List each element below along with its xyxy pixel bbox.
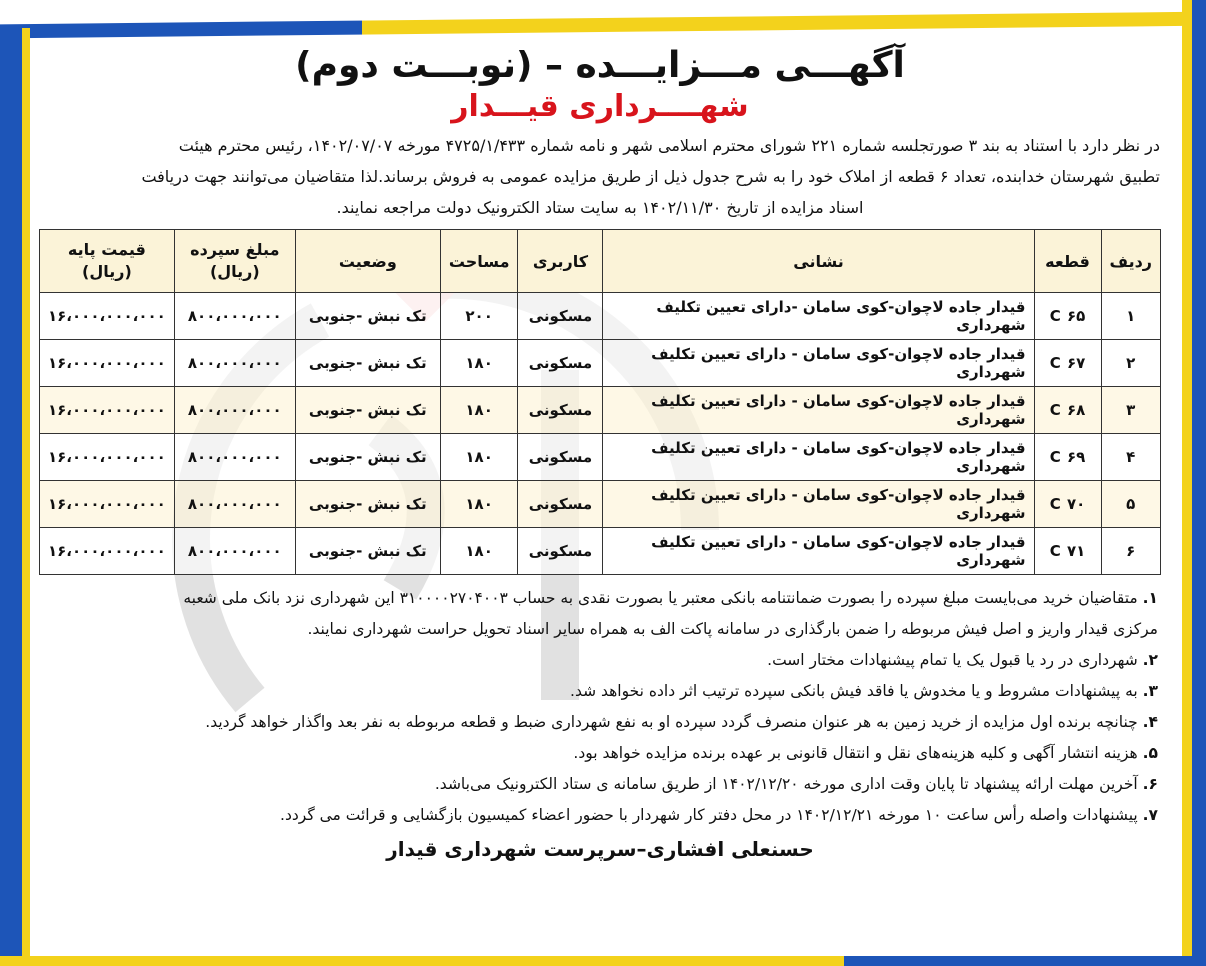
- cell-address: قیدار جاده لاچوان-کوی سامان - دارای تعیین تکلیف شهرداری: [603, 528, 1034, 575]
- condition-number: ۲.: [1142, 651, 1158, 669]
- condition-number: ۵.: [1142, 744, 1158, 762]
- cell-row: ۶: [1101, 528, 1160, 575]
- col-lot: قطعه: [1034, 230, 1101, 293]
- cell-deposit: ۸۰۰،۰۰۰،۰۰۰: [174, 528, 295, 575]
- cell-usage: مسکونی: [518, 481, 603, 528]
- cell-address: قیدار جاده لاچوان-کوی سامان - دارای تعیین تکلیف شهرداری: [603, 387, 1034, 434]
- col-base-price-unit: (ریال): [82, 262, 132, 281]
- cell-row: ۱: [1101, 293, 1160, 340]
- intro-line: اسناد مزایده از تاریخ ۱۴۰۲/۱۱/۳۰ به سایت ستاد الکترونیک دولت مراجعه نمایند.: [336, 198, 864, 217]
- condition-item: [42, 738, 1158, 769]
- cell-row: ۲: [1101, 340, 1160, 387]
- condition-text: هزینه انتشار آگهی و کلیه هزینه‌های نقل و انتقال قانونی بر عهده برنده مزایده خواهد بود.: [573, 744, 1138, 762]
- table-row: [40, 481, 1161, 528]
- condition-text: به پیشنهادات مشروط و یا مخدوش یا فاقد فیش بانکی سپرده ترتیب اثر داده نخواهد شد.: [570, 682, 1138, 700]
- col-address: نشانی: [603, 230, 1034, 293]
- cell-usage: مسکونی: [518, 293, 603, 340]
- condition-item: [42, 583, 1158, 645]
- cell-status: تک نبش -جنوبی: [295, 340, 440, 387]
- cell-lot: C ۶۵: [1034, 293, 1101, 340]
- cell-area: ۱۸۰: [440, 528, 518, 575]
- condition-text: آخرین مهلت ارائه پیشنهاد تا پایان وقت اداری مورخه ۱۴۰۲/۱۲/۲۰ از طریق سامانه ی ستاد الکترونیک می‌باشد.: [434, 775, 1138, 793]
- intro-paragraph: [40, 130, 1160, 223]
- col-deposit-unit: (ریال): [209, 262, 260, 281]
- col-base-price-label: قیمت پایه: [67, 240, 146, 259]
- cell-area: ۱۸۰: [440, 481, 518, 528]
- col-row: ردیف: [1101, 230, 1160, 293]
- cell-usage: مسکونی: [518, 340, 603, 387]
- condition-number: ۴.: [1142, 713, 1158, 731]
- table-header-row: [40, 230, 1161, 293]
- condition-text: پیشنهادات واصله رأس ساعت ۱۰ مورخه ۱۴۰۲/۱۲/۲۱ در محل دفتر کار شهردار با حضور اعضاء کمیسیون بازگشایی و قرائت می گردد.: [280, 806, 1138, 824]
- cell-address: قیدار جاده لاچوان-کوی سامان - دارای تعیین تکلیف شهرداری: [603, 434, 1034, 481]
- cell-status: تک نبش -جنوبی: [295, 481, 440, 528]
- cell-lot: C ۶۹: [1034, 434, 1101, 481]
- col-deposit: [174, 230, 295, 293]
- signature: حسنعلی افشاری–سرپرست شهرداری قیدار: [386, 837, 814, 861]
- right-border-yellow: [1182, 0, 1192, 966]
- cell-address: قیدار جاده لاچوان-کوی سامان -دارای تعیین تکلیف شهرداری: [603, 293, 1034, 340]
- ad-title: آگهـــی مـــزایـــده – (نوبـــت دوم): [295, 45, 905, 86]
- condition-item: [42, 800, 1158, 831]
- table-row: [40, 434, 1161, 481]
- conditions-list: [42, 583, 1158, 831]
- cell-base-price: ۱۶،۰۰۰،۰۰۰،۰۰۰: [40, 293, 175, 340]
- lots-table-body: [40, 293, 1161, 575]
- cell-usage: مسکونی: [518, 387, 603, 434]
- col-deposit-label: مبلغ سپرده: [190, 240, 280, 259]
- cell-area: ۱۸۰: [440, 434, 518, 481]
- condition-item: [42, 769, 1158, 800]
- cell-address: قیدار جاده لاچوان-کوی سامان - دارای تعیین تکلیف شهرداری: [603, 481, 1034, 528]
- cell-lot: C ۷۰: [1034, 481, 1101, 528]
- cell-row: ۳: [1101, 387, 1160, 434]
- cell-usage: مسکونی: [518, 434, 603, 481]
- table-row: [40, 387, 1161, 434]
- cell-deposit: ۸۰۰،۰۰۰،۰۰۰: [174, 293, 295, 340]
- lots-table: [39, 229, 1161, 575]
- col-status: وضعیت: [295, 230, 440, 293]
- cell-address: قیدار جاده لاچوان-کوی سامان - دارای تعیین تکلیف شهرداری: [603, 340, 1034, 387]
- ad-content: [36, 40, 1164, 960]
- cell-row: ۵: [1101, 481, 1160, 528]
- cell-status: تک نبش -جنوبی: [295, 387, 440, 434]
- condition-text: متقاضیان خرید می‌بایست مبلغ سپرده را بصورت ضمانتنامه بانکی معتبر یا بصورت نقدی به حساب ۳۱۰۰۰۰۲۷۰۴۰۰۳ این شهرداری نزد بانک ملی شعبه: [183, 589, 1138, 607]
- right-border-blue: [1192, 0, 1206, 966]
- condition-text: شهرداری در رد یا قبول یک یا تمام پیشنهادات مختار است.: [767, 651, 1138, 669]
- cell-deposit: ۸۰۰،۰۰۰،۰۰۰: [174, 434, 295, 481]
- top-border: [0, 12, 1206, 39]
- condition-number: ۱.: [1142, 589, 1158, 607]
- table-row: [40, 293, 1161, 340]
- condition-text-continued: مرکزی قیدار واریز و اصل فیش مربوطه را ضمن بارگذاری در سامانه پاکت الف به همراه سایر اسناد تحویل حراست شهرداری نمایند.: [307, 620, 1158, 638]
- cell-base-price: ۱۶،۰۰۰،۰۰۰،۰۰۰: [40, 528, 175, 575]
- condition-number: ۶.: [1142, 775, 1158, 793]
- condition-item: [42, 707, 1158, 738]
- left-border-blue: [0, 28, 22, 966]
- cell-lot: C ۶۷: [1034, 340, 1101, 387]
- condition-item: [42, 676, 1158, 707]
- col-area: مساحت: [440, 230, 518, 293]
- condition-item: [42, 645, 1158, 676]
- left-border-yellow: [22, 28, 30, 966]
- cell-base-price: ۱۶،۰۰۰،۰۰۰،۰۰۰: [40, 387, 175, 434]
- cell-base-price: ۱۶،۰۰۰،۰۰۰،۰۰۰: [40, 481, 175, 528]
- intro-line: در نظر دارد با استناد به بند ۳ صورتجلسه شماره ۲۲۱ شورای محترم اسلامی شهر و نامه شماره ۴۷۲۵/۱/۴۳۳ مورخه ۱۴۰۲/۰۷/۰۷، رئیس محترم هیئت: [178, 136, 1160, 155]
- cell-deposit: ۸۰۰،۰۰۰،۰۰۰: [174, 387, 295, 434]
- cell-deposit: ۸۰۰،۰۰۰،۰۰۰: [174, 340, 295, 387]
- condition-number: ۷.: [1142, 806, 1158, 824]
- cell-deposit: ۸۰۰،۰۰۰،۰۰۰: [174, 481, 295, 528]
- cell-area: ۲۰۰: [440, 293, 518, 340]
- cell-base-price: ۱۶،۰۰۰،۰۰۰،۰۰۰: [40, 340, 175, 387]
- cell-status: تک نبش -جنوبی: [295, 528, 440, 575]
- cell-lot: C ۶۸: [1034, 387, 1101, 434]
- condition-text: چنانچه برنده اول مزایده از خرید زمین به هر عنوان منصرف گردد سپرده او به نفع شهرداری ضبط و قطعه مربوطه به نفر بعد واگذار خواهد گردید.: [205, 713, 1138, 731]
- col-usage: کاربری: [518, 230, 603, 293]
- col-base-price: [40, 230, 175, 293]
- cell-usage: مسکونی: [518, 528, 603, 575]
- cell-status: تک نبش -جنوبی: [295, 293, 440, 340]
- cell-area: ۱۸۰: [440, 340, 518, 387]
- intro-line: تطبیق شهرستان خدابنده، تعداد ۶ قطعه از املاک خود را به شرح جدول ذیل از طریق مزایده عمومی به فروش برساند.لذا متقاضیان می‌توانند جهت دریافت: [141, 167, 1160, 186]
- cell-status: تک نبش -جنوبی: [295, 434, 440, 481]
- cell-base-price: ۱۶،۰۰۰،۰۰۰،۰۰۰: [40, 434, 175, 481]
- table-row: [40, 528, 1161, 575]
- cell-row: ۴: [1101, 434, 1160, 481]
- table-row: [40, 340, 1161, 387]
- cell-lot: C ۷۱: [1034, 528, 1101, 575]
- cell-area: ۱۸۰: [440, 387, 518, 434]
- condition-number: ۳.: [1142, 682, 1158, 700]
- municipality-name: شهــــرداری قیـــدار: [451, 89, 749, 124]
